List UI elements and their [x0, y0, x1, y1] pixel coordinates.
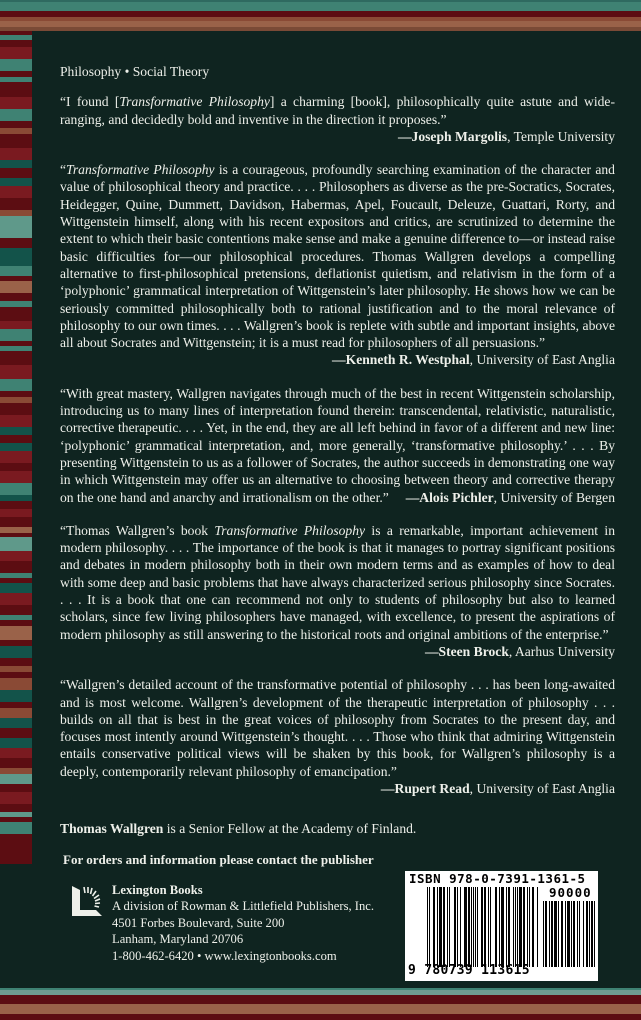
publisher-contact: 1-800-462-6420 • www.lexingtonbooks.com: [112, 948, 337, 963]
endorsement-quote: [60, 676, 615, 797]
endorsement-quote: [60, 161, 615, 369]
book-title: Transformative Philosophy: [66, 162, 215, 178]
quote-affiliation: , University of East Anglia: [469, 780, 615, 796]
category-label: Philosophy • Social Theory: [60, 64, 210, 79]
endorsement-quote: [60, 93, 615, 145]
quote-affiliation: , University of East Anglia: [469, 352, 615, 368]
isbn-barcode: [405, 871, 598, 981]
publisher-address-line2: Lanham, Maryland 20706: [112, 932, 244, 947]
quote-affiliation: , University of Bergen: [493, 489, 615, 505]
quote-author: —Kenneth R. Westphal: [332, 352, 470, 368]
endorsement-list: [60, 93, 615, 797]
orders-info: For orders and information please contact the publisher: [63, 852, 374, 867]
quote-attribution: [398, 129, 615, 144]
quote-author: —Alois Pichler: [405, 489, 494, 505]
author-name: Thomas Wallgren: [60, 821, 164, 837]
quote-segment: “I found [: [60, 94, 120, 110]
endorsement-quote: [60, 522, 615, 660]
quote-segment: “Thomas Wallgren’s book: [60, 522, 215, 538]
author-bio: [60, 820, 615, 837]
quote-text: [60, 522, 615, 643]
publisher-block: [70, 882, 374, 964]
quote-author: —Steen Brock: [424, 643, 509, 659]
quote-segment: is a remarkable, important achievement in modern philosophy. . . . The importance of the book is that it manages to portray significant positions and debates in modern philosophy both in their own modern terms and as examples of how to deal with some deep and basic problems that have always characterized serious philosophy since Socrates. . . . It is a book that one can recommend not only to students of philosophy but also to learned scholars, since few living philosophers have managed, with excellence, to present the aspirations of modern philosophy as still answering to the historical roots and original ambitions of the enterprise.”: [60, 522, 615, 642]
publisher-division: A division of Rowman & Littlefield Publishers, Inc.: [112, 899, 374, 914]
quote-segment: is a courageous, profoundly searching examination of the character and value of philosophical theory and practice. . . . Philosophers as diverse as the pre-Socratics, Socrates, Heidegger, Quine, Dummett, Davidson, Habermas, Apel, Foucault, Deleuze, Guattari, Rorty, and Wittgenstein himself, along with his recent expositors and critics, are scrutinized to determine the extent to which their basic contentions make sense and make a genuine difference to—or instead raise basic difficulties for—our philosophical procedures. Thomas Wallgren develops a compelling alternative to first-philosophical pretensions, deflationist quietism, and relativism in the form of a ‘polyphonic’ grammatical interpretation of Wittgenstein’s later philosophy. He shows how we can be seriously committed philosophically both to rational justification and to the moral relevance of philosophy to our own times. . . . Wallgren’s book is replete with subtle and important insights, above all about Socrates and Wittgenstein; it is a must read for philosophers of all persuasions.”: [60, 162, 616, 351]
left-stripe-border: [0, 31, 32, 988]
quote-text: [60, 161, 615, 351]
back-cover-content: [60, 63, 615, 838]
quote-attribution: [381, 780, 615, 797]
book-title: Transformative Philosophy: [214, 522, 366, 538]
quote-attribution: [332, 352, 615, 367]
quote-segment: “With great mastery, Wallgren navigates through much of the best in recent Wittgenstein scholarship, introducing us to many lines of interpretation found therein: transcendental, relativistic, naturalistic, corrective therapeutic. . . . Yet, in the end, they are all left behind in favor of a different and new line: ‘polyphonic’ grammatical interpretation, and, more generally, ‘transformative philosophy.’ . . . By presenting Wittgenstein to us as a follower of Socrates, the author succeeds in demonstrating one way in which Wittgenstein may offer us an alternative to choosing between theory and corrective therapy on the one hand and anarchy and irrationalism on the other.”: [60, 385, 615, 505]
quote-text: [60, 93, 615, 128]
ean-barcode-bars-icon: [427, 887, 539, 967]
bottom-stripe-border: [0, 988, 641, 1020]
quote-attribution: [406, 489, 615, 506]
addon-barcode-bars-icon: [543, 901, 595, 967]
quote-segment: “: [60, 162, 67, 178]
publisher-name: Lexington Books: [112, 883, 203, 897]
author-bio-text: is a Senior Fellow at the Academy of Finland.: [163, 821, 417, 837]
quote-text: [60, 385, 615, 506]
quote-affiliation: , Temple University: [507, 128, 615, 144]
quote-text: [60, 676, 615, 796]
quote-attribution: [425, 644, 615, 659]
quote-segment: “Wallgren’s detailed account of the transformative potential of philosophy . . . has been long-awaited and is most welcome. Wallgren’s development of the therapeutic interpretation of philosophy . . . builds on all that is best in the great voices of philosophy from Socrates to the present day, and focuses most intently around Wittgenstein’s thought. . . . Those who think that admiring Wittgenstein entails conservative political views will be shaken by this book, for Wallgren’s philosophy is a deeply, contemporarily relevant philosophy of emancipation.”: [60, 677, 615, 779]
publisher-address-line1: 4501 Forbes Boulevard, Suite 200: [112, 915, 285, 930]
ean-digits: 9 780739 113615: [408, 963, 530, 978]
quote-author: —Joseph Margolis: [397, 128, 508, 144]
top-stripe-border: [0, 0, 641, 31]
isbn-label: ISBN 978-0-7391-1361-5: [409, 871, 586, 886]
lexington-books-logo-icon: [70, 884, 104, 918]
book-title: Transformative Philosophy: [119, 94, 270, 110]
quote-author: —Rupert Read: [380, 780, 470, 796]
endorsement-quote: [60, 385, 615, 506]
price-code: 90000: [549, 885, 592, 900]
quote-affiliation: , Aarhus University: [508, 643, 615, 659]
quote-segment: ] a charming [book], philosophically quite astute and wide-ranging, and decidedly bold and inventive in the direction it proposes.”: [60, 94, 615, 127]
